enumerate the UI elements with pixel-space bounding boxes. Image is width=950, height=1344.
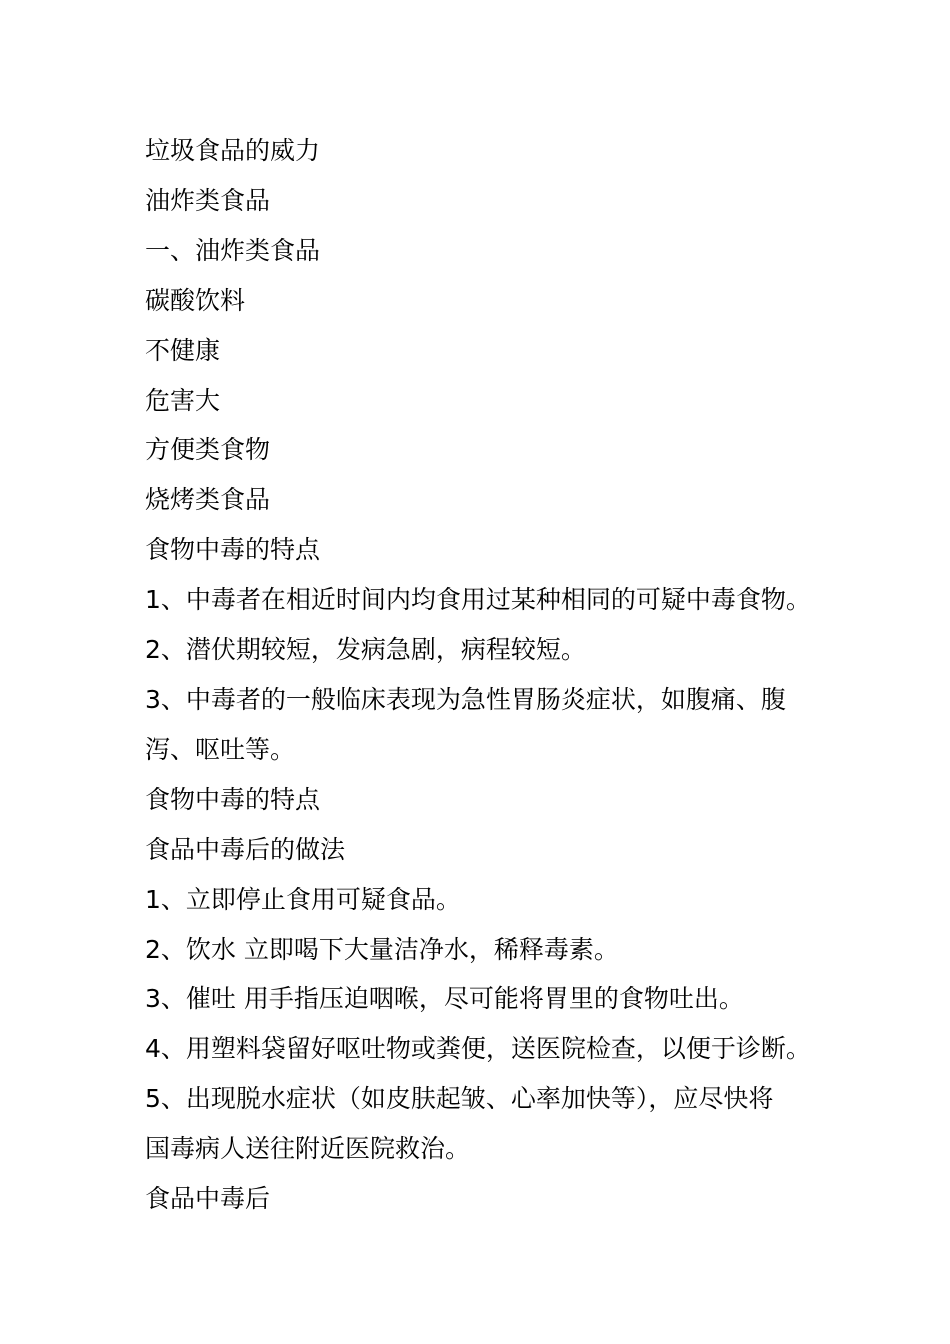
heading-grilled-food: 烧烤类食品 — [145, 485, 271, 515]
document-title: 垃圾食品的威力 — [145, 136, 321, 165]
heading-poisoning-features-repeat: 食物中毒的特点 — [145, 784, 321, 814]
heading-after-poisoning-actions: 食品中毒后的做法 — [145, 834, 346, 864]
list-item: 1、中毒者在相近时间内均食用过某种相同的可疑中毒食物。 — [145, 585, 811, 615]
list-item: 1、立即停止食用可疑食品。 — [145, 884, 461, 914]
text-harmful: 危害大 — [145, 385, 221, 415]
list-item: 5、出现脱水症状（如皮肤起皱、心率加快等），应尽快将 — [145, 1084, 774, 1114]
heading-fried-food: 油炸类食品 — [145, 185, 271, 215]
heading-instant-food: 方便类食物 — [145, 435, 271, 465]
list-item-continuation: 泻、呕吐等。 — [145, 734, 296, 764]
text-unhealthy: 不健康 — [145, 335, 221, 365]
list-item: 2、饮水 立即喝下大量洁净水，稀释毒素。 — [145, 934, 619, 964]
heading-poisoning-features: 食物中毒的特点 — [145, 535, 321, 565]
document-body — [145, 126, 815, 1224]
heading-fried-food-numbered: 一、油炸类食品 — [145, 235, 321, 265]
heading-after-poisoning: 食品中毒后 — [145, 1184, 271, 1214]
list-item: 4、用塑料袋留好呕吐物或粪便，送医院检查，以便于诊断。 — [145, 1034, 811, 1064]
list-item: 2、潜伏期较短，发病急剧，病程较短。 — [145, 635, 586, 665]
list-item: 3、中毒者的一般临床表现为急性胃肠炎症状，如腹痛、腹 — [145, 684, 786, 714]
heading-carbonated-drinks: 碳酸饮料 — [145, 285, 246, 315]
list-item-continuation: 国毒病人送往附近医院救治。 — [145, 1134, 471, 1164]
list-item: 3、催吐 用手指压迫咽喉，尽可能将胃里的食物吐出。 — [145, 984, 744, 1014]
